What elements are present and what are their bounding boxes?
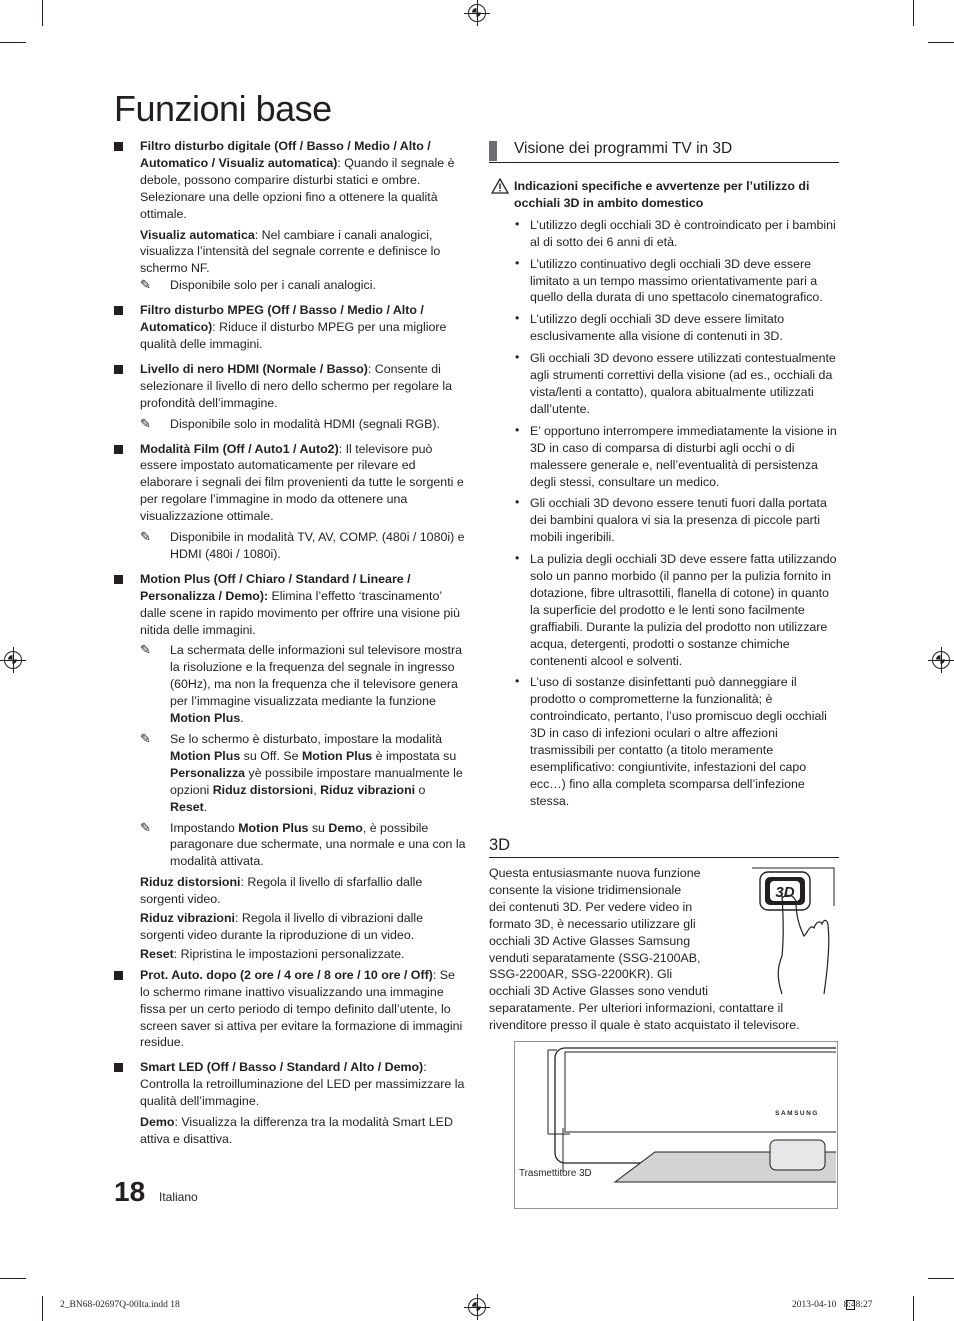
item-description: : Se lo schermo rimane inattivo visualizzando una immagine fissa per un certo periodo di tempo definito dall’utente, lo screen saver si attiva per evitare la formazione di immagini residue. — [140, 967, 463, 1050]
section-marker — [489, 141, 497, 161]
bullet-square-icon — [114, 445, 123, 454]
bullet-square-icon — [114, 365, 123, 374]
crop-mark — [42, 0, 43, 26]
bullet-dot-icon: • — [515, 350, 520, 365]
sub-term: Demo — [140, 1115, 175, 1130]
bullet-dot-icon: • — [515, 495, 520, 510]
sub-term: Reset — [140, 946, 174, 961]
bullet-square-icon — [114, 971, 123, 980]
bullet-dot-icon: • — [515, 674, 520, 689]
warning-title: Indicazioni specifiche e avvertenze per l’utilizzo di occhiali 3D in ambito domestico — [514, 179, 810, 210]
right-column — [489, 178, 839, 810]
pencil-note-icon: ✎ — [140, 642, 151, 658]
item-description: : Consente di selezionare il livello di nero dello schermo per regolare la profondità dell’immagine. — [140, 361, 452, 410]
crop-mark — [0, 42, 26, 43]
note-text: o — [415, 782, 426, 797]
intro-line: dei contenuti 3D. Per vedere video in — [489, 899, 693, 914]
bullet-list — [515, 217, 839, 810]
list-item — [515, 350, 839, 418]
list-item — [515, 674, 839, 809]
footer-language: Italiano — [159, 1190, 198, 1204]
warning-triangle-icon — [491, 178, 509, 194]
pencil-note-icon: ✎ — [140, 415, 151, 431]
intro-line: occhiali 3D Active Glasses sono venduti — [489, 984, 709, 999]
crop-mark — [913, 0, 914, 26]
note — [140, 416, 466, 433]
list-item — [515, 551, 839, 669]
bullet-dot-icon: • — [515, 255, 520, 270]
bullet-text: L’utilizzo continuativo degli occhiali 3D deve essere limitato a un tempo massimo orientativamente pari a quello della durata di uno spettacolo cinematografico. — [530, 256, 823, 305]
note — [140, 731, 466, 816]
list-item — [114, 967, 466, 1052]
bullet-square-icon — [114, 142, 123, 151]
sub-description: : Regola il livello di vibrazioni dalle sorgenti video durante la riproduzione di un video. — [140, 911, 424, 942]
bullet-text: Gli occhiali 3D devono essere tenuti fuori dalla portata dei bambini qualora vi sia la presenza di piccole parti mobili ingeribili. — [530, 496, 827, 545]
intro-line: SSG-2200AR, SSG-2200KR). Gli — [489, 967, 673, 982]
note-term: Riduz distorsioni — [212, 782, 314, 797]
registration-mark-icon — [468, 4, 486, 22]
crop-mark — [42, 1296, 43, 1321]
transmitter-callout-label: Trasmettitore 3D — [519, 1168, 592, 1179]
bullet-dot-icon: • — [515, 422, 520, 437]
bullet-square-icon — [114, 306, 123, 315]
tv-3d-transmitter-diagram — [515, 1042, 836, 1207]
item-term: Motion Plus (Off / Chiaro / Standard / Lineare / Personalizza / Demo): — [140, 571, 411, 603]
crop-mark — [928, 42, 954, 43]
note — [140, 642, 466, 727]
bullet-dot-icon: • — [515, 216, 520, 231]
section-rule — [489, 857, 839, 858]
item-term: Prot. Auto. dopo (2 ore / 4 ore / 8 ore / 10 ore / Off) — [140, 967, 433, 982]
registration-mark-icon — [932, 651, 950, 669]
bullet-text: La pulizia degli occhiali 3D deve essere fatta utilizzando solo un panno morbido (il panno per la pulizia fornito in dotazione, fibre ultrasottili, flanella di cotone) in quanto la superficie del prodotto e le lenti sono facilmente graffiabili. Durante la pulizia del prodotto non utilizzare acqua, detergenti, prodotti o sostanze chimiche contenenti alcool e solventi. — [530, 552, 837, 668]
note-term: Riduz vibrazioni — [320, 782, 416, 797]
section-title-3d: 3D — [489, 836, 511, 854]
pencil-note-icon: ✎ — [140, 819, 151, 835]
intro-line: Questa entusiasmante nuova funzione — [489, 866, 701, 880]
note-text: . — [240, 711, 244, 726]
note — [140, 277, 466, 294]
note-text: è impostata su — [372, 748, 457, 763]
pencil-note-icon: ✎ — [140, 529, 151, 545]
list-item — [114, 571, 466, 963]
bullet-text: L’utilizzo degli occhiali 3D è controindicato per i bambini al di sotto dei 6 anni di età. — [530, 217, 836, 249]
note-text: su Off. Se — [240, 748, 302, 763]
item-description: : Riduce il disturbo MPEG per una migliore qualità delle immagini. — [140, 320, 447, 351]
bullet-square-icon — [114, 575, 123, 584]
note-term: Personalizza — [170, 765, 246, 780]
list-item — [114, 138, 466, 294]
list-item — [515, 311, 839, 345]
list-item — [114, 441, 466, 563]
note-term: Motion Plus — [170, 748, 241, 763]
crop-mark — [0, 1278, 26, 1279]
item-description: Elimina l’effetto ‘trascinamento’ dalle scene in rapido movimento per offrire una visione più nitida delle immagini. — [140, 588, 461, 637]
sub-term: Riduz distorsioni — [140, 875, 241, 890]
list-item — [515, 256, 839, 307]
tv-illustration — [514, 1041, 838, 1209]
note-text: su — [308, 820, 329, 835]
sub-description: : Nel cambiare i canali analogici, visualizza l’intensità del segnale corrente e definisce lo schermo NF. — [140, 227, 441, 276]
note-term: Demo — [328, 820, 363, 835]
note-text: Disponibile solo in modalità HDMI (segnali RGB). — [170, 416, 440, 431]
sub-description: : Ripristina le impostazioni personalizzate. — [173, 946, 405, 961]
item-term: Smart LED (Off / Basso / Standard / Alto / Demo) — [140, 1060, 424, 1075]
list-item — [114, 302, 466, 353]
registration-mark-icon — [4, 651, 22, 669]
item-description: : Il televisore può essere impostato automaticamente per rilevare ed elaborare i segnali dei film provenienti da tutte le sorgenti e per regolare l’immagine in modo da ottenere una visualizzazione ottimale. — [140, 441, 464, 524]
remote-3d-label: 3D — [775, 884, 795, 901]
item-description: : Controlla la retroilluminazione del LED per massimizzare la qualità dell’immagine. — [140, 1060, 465, 1109]
note-text: Disponibile in modalità TV, AV, COMP. (480i / 1080i) e HDMI (480i / 1080i). — [170, 530, 465, 561]
note-term: Reset — [170, 799, 204, 814]
intro-line: consente la visione tridimensionale — [489, 882, 682, 897]
bullet-dot-icon: • — [515, 311, 520, 326]
item-term: Modalità Film (Off / Auto1 / Auto2) — [140, 441, 339, 456]
item-description: : Quando il segnale è debole, possono comparire disturbi statici e ombre. Selezionare una delle opzioni fino a ottenere la qualità ottimale. — [140, 155, 455, 221]
item-term: Filtro disturbo digitale (Off / Basso / Medio / Alto / Automatico / Visualiz automatica) — [140, 139, 431, 170]
clock-glyph-icon — [846, 1300, 855, 1310]
item-term: Livello di nero HDMI (Normale / Basso) — [140, 361, 368, 376]
note-term: Motion Plus — [301, 748, 373, 763]
intro-line: formato 3D, è necessario utilizzare gli — [489, 916, 696, 931]
note-text: , — [313, 782, 321, 797]
list-item — [515, 495, 839, 546]
note-text: Impostando — [170, 820, 239, 835]
note-text: La schermata delle informazioni sul televisore mostra la risoluzione e la frequenza del segnale in ingresso (60Hz), ma non la frequenza che il televisore genera per l’immagine visualizzata mediante la funzione — [170, 643, 462, 709]
note-text: , è possibile paragonare due schermate, una normale e una con la modalità attivata. — [170, 820, 466, 869]
note-text: Disponibile solo per i canali analogici. — [170, 278, 376, 293]
sub-term: Visualiz automatica — [140, 227, 255, 242]
note-term: Motion Plus — [170, 711, 241, 726]
intro-line: venduti separatamente (SSG-2100AB, — [489, 950, 701, 965]
pencil-note-icon: ✎ — [140, 277, 151, 293]
list-item — [114, 361, 466, 433]
intro-line: separatamente. Per ulteriori informazioni, contattare il rivenditore presso il quale è stato acquistato il televisore. — [489, 1001, 800, 1033]
sub-description: : Visualizza la differenza tra la modalità Smart LED attiva e disattiva. — [140, 1115, 453, 1146]
registration-mark-icon — [468, 1298, 486, 1316]
bullet-dot-icon: • — [515, 551, 520, 566]
note-term: Motion Plus — [238, 820, 309, 835]
sub-term: Riduz vibrazioni — [140, 911, 235, 926]
pencil-note-icon: ✎ — [140, 731, 151, 746]
item-term: Filtro disturbo MPEG (Off / Basso / Medio / Alto / Automatico) — [140, 303, 424, 335]
crop-mark — [913, 1296, 914, 1321]
section-title-3d-viewing: Visione dei programmi TV in 3D — [514, 140, 733, 157]
warning-block — [489, 178, 839, 212]
tv-brand-logo: SAMSUNG — [775, 1110, 819, 1117]
intro-line: occhiali 3D Active Glasses Samsung — [489, 933, 691, 948]
bullet-text: L’uso di sostanze disinfettanti può danneggiare il prodotto o comprometterne la funzionalità; è controindicato, pertanto, l’uso promiscuo degli occhiali 3D in caso di infezioni oculari o altre affezioni trasmissibili per contatto (a titolo meramente esemplificativo: congiuntivite, infestazioni del capo ecc…) fino alla completa scomparsa dell’infezione stessa. — [530, 675, 827, 808]
note-text: Se lo schermo è disturbato, impostare la modalità — [170, 732, 443, 746]
note — [140, 529, 466, 563]
list-item — [515, 217, 839, 251]
crop-mark — [928, 1278, 954, 1279]
bullet-square-icon — [114, 1063, 123, 1072]
bullet-text: L’utilizzo degli occhiali 3D deve essere limitato esclusivamente alla visione di contenuti in 3D. — [530, 312, 785, 344]
left-column — [114, 138, 466, 1148]
note — [140, 820, 466, 871]
page-number: 18 — [114, 1176, 146, 1207]
bullet-text: Gli occhiali 3D devono essere utilizzati contestualmente agli strumenti correttivi della visione (ad es., occhiali da vista/lenti a contatto), qualora abitualmente utilizzati dall’utente. — [530, 351, 836, 416]
remote-3d-button-illustration — [748, 866, 838, 996]
list-item — [114, 1059, 466, 1148]
sub-description: : Regola il livello di sfarfallio dalle sorgenti video. — [140, 875, 423, 907]
page-title: Funzioni base — [114, 88, 332, 129]
note-text: . — [203, 799, 208, 814]
bullet-text: E’ opportuno interrompere immediatamente la visione in 3D in caso di comparsa di disturbi agli occhi o di malessere generale e, nell’eventualità di persistenza degli stessi, consultare un medico. — [530, 423, 837, 489]
section-rule — [489, 162, 839, 163]
slug-timestamp: 2013-04-10 8:48:27 — [792, 1300, 873, 1310]
list-item — [515, 423, 839, 491]
slug-filename: 2_BN68-02697Q-00Ita.indd 18 — [60, 1300, 180, 1310]
note-text: yè possibile impostare manualmente le opzioni — [170, 765, 463, 797]
